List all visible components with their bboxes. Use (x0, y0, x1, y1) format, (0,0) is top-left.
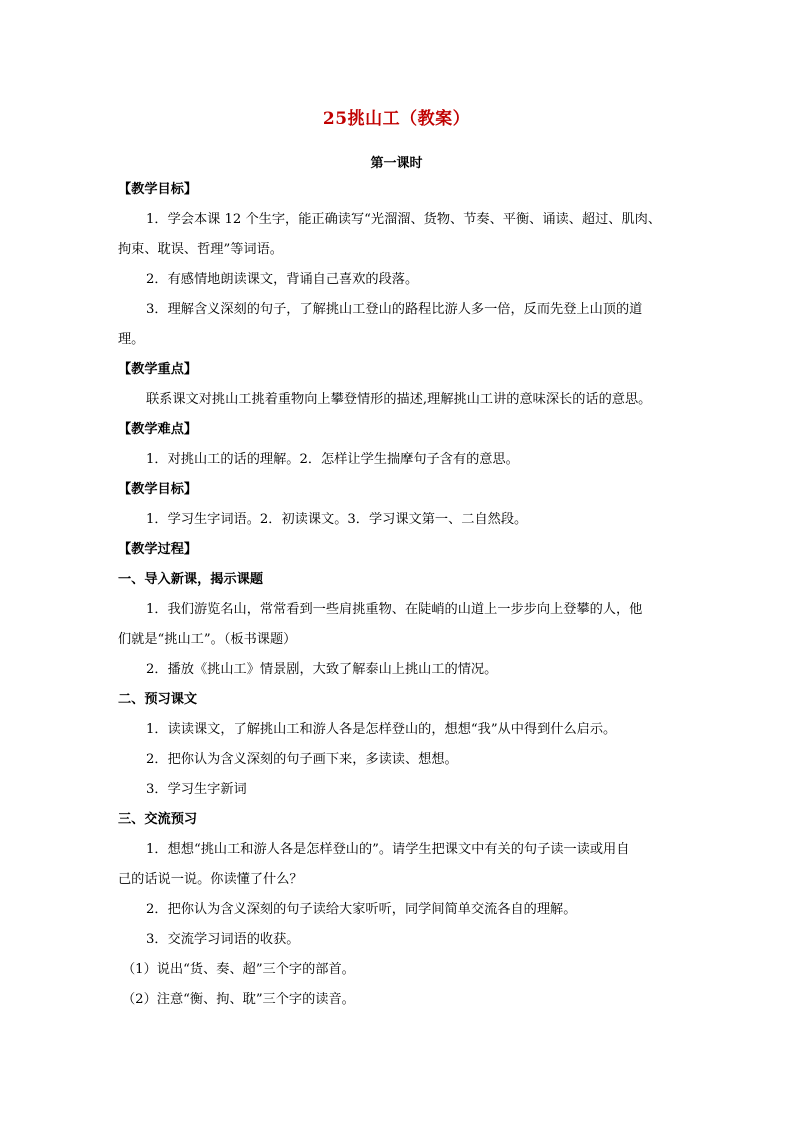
paragraph-line: （1）说出“货、奏、超”三个字的部首。 (122, 962, 355, 977)
section-heading: 【教学难点】 (118, 422, 198, 437)
paragraph-line: 1．想想“挑山工和游人各是怎样登山的”。请学生把课文中有关的句子读一读或用自 (146, 842, 630, 857)
paragraph-line: 3．理解含义深刻的句子，了解挑山工登山的路程比游人多一倍，反而先登上山顶的道 (146, 302, 643, 317)
section-heading: 三、交流预习 (118, 812, 198, 827)
paragraph-line: 联系课文对挑山工挑着重物向上攀登情形的描述,理解挑山工讲的意味深长的话的意思。 (146, 392, 652, 407)
paragraph-line: 2．有感情地朗读课文，背诵自己喜欢的段落。 (146, 272, 419, 287)
paragraph-line: 1．读读课文，了解挑山工和游人各是怎样登山的，想想“我”从中得到什么启示。 (146, 722, 617, 737)
paragraph-line: 2．把你认为含义深刻的句子读给大家听听，同学间简单交流各自的理解。 (146, 902, 577, 917)
paragraph-line: 己的话说一说。你读懂了什么？ (118, 872, 303, 887)
paragraph-line: 1．学习生字词语。2．初读课文。3．学习课文第一、二自然段。 (146, 512, 528, 527)
section-heading: 【教学过程】 (118, 542, 198, 557)
section-heading: 一、导入新课，揭示课题 (118, 572, 264, 587)
paragraph-line: 3．交流学习词语的收获。 (146, 932, 300, 947)
paragraph-line: 1．我们游览名山，常常看到一些肩挑重物、在陡峭的山道上一步步向上登攀的人，他 (146, 602, 643, 617)
section-heading: 【教学目标】 (118, 482, 198, 497)
paragraph-line: 2．播放《挑山工》情景剧，大致了解泰山上挑山工的情况。 (146, 662, 498, 677)
paragraph-line: （2）注意“衡、拘、耽”三个字的读音。 (122, 992, 355, 1007)
paragraph-line: 拘束、耽误、哲理”等词语。 (118, 242, 283, 257)
paragraph-line: 2．把你认为含义深刻的句子画下来，多读读、想想。 (146, 752, 458, 767)
paragraph-line: 3．学习生字新词 (146, 782, 247, 797)
section-heading: 二、预习课文 (118, 692, 198, 707)
paragraph-line: 1．学会本课 12 个生字，能正确读写“光溜溜、货物、节奏、平衡、诵读、超过、肌肉、 (146, 212, 662, 227)
document-body (118, 175, 680, 1015)
lesson-subtitle: 第一课时 (370, 156, 423, 171)
section-heading: 【教学目标】 (118, 182, 198, 197)
paragraph-line: 们就是“挑山工”。（板书课题） (118, 632, 297, 647)
section-heading: 【教学重点】 (118, 362, 198, 377)
paragraph-line: 理。 (118, 332, 145, 347)
document-title: 25挑山工（教案） (322, 109, 471, 129)
paragraph-line: 1．对挑山工的话的理解。2．怎样让学生揣摩句子含有的意思。 (146, 452, 519, 467)
